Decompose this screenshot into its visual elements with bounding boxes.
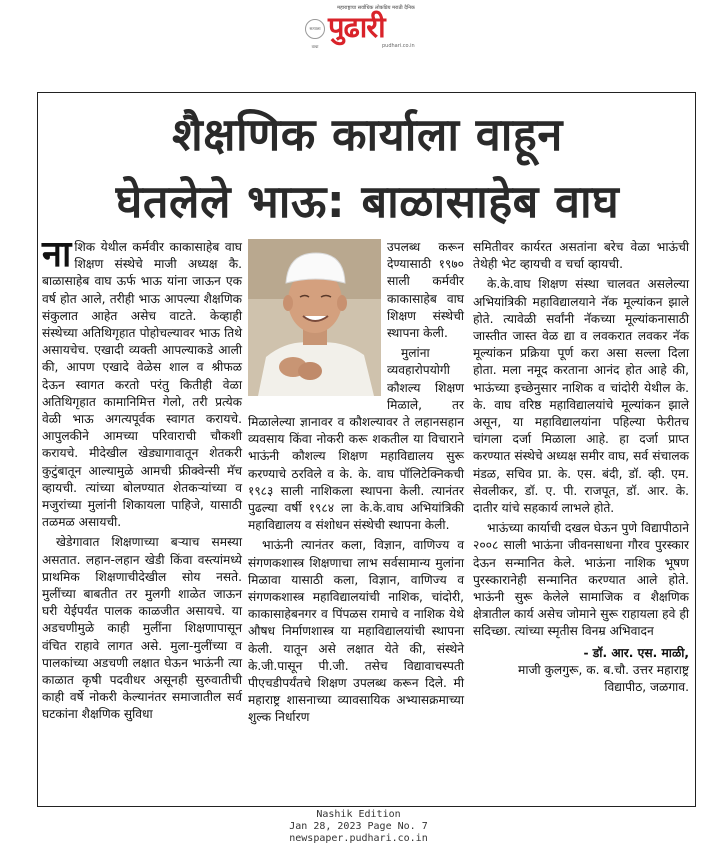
column-2-text-beside-photo: उपलब्ध करून देण्यासाठी १९७० साली कर्मवीर काकासाहेब वाघ शिक्षण संस्थेची स्थापना केली. xyxy=(387,240,464,341)
column-2-paragraph-2: भाऊंनी त्यानंतर कला, विज्ञान, वाणिज्य व संगणकशास्त्र शिक्षणाचा लाभ सर्वसामान्य मुलांना मिळावा यासाठी कला, विज्ञान, वाणिज्य व संगणकशास्त्र महाविद्यालयांची नाशिक, चांदोरी, काकासाहेबनगर व पिंपळस रामाचे व नाशिक येथे औषध निर्माणशास्त्र या महाविद्यालयांची स्थापना केली. यातून असे लक्षात येते की, संस्थेने के.जी.पासून पी.जी. तसेच विद्यावाचस्पती पीएचडीपर्यंतचे शिक्षण उपलब्ध करून दिले. मी महाराष्ट्र शासनाच्या व्यावसायिक अभ्यासक्रमाच्या शुल्क निर्धारण xyxy=(248,538,464,725)
author-designation: माजी कुलगुरू, क. ब.चौ. उत्तर महाराष्ट्र xyxy=(518,662,689,677)
masthead-tagline: महाराष्ट्राचा सर्वाधिक लोकप्रिय मराठी दैनिक xyxy=(337,5,415,11)
edition-site-link[interactable]: newspaper.pudhari.co.in xyxy=(289,833,428,844)
article-column-2 xyxy=(248,239,464,805)
author-signature: - डॉ. आर. एस. माळी, xyxy=(583,645,689,660)
masthead xyxy=(0,0,717,62)
column-1-paragraph-2: खेडेगावात शिक्षणाच्या बऱ्याच समस्या असतात. लहान-लहान खेडी किंवा वस्त्यांमध्ये प्राथमिक शिक्षणाचीदेखील सोय नसते. मुलींच्या बाबतीत तर मुलगी शाळेत जाऊन घरी येईपर्यंत पालक काळजीत असायचे. या अडचणीमुळे काही मुलींना शिक्षणापासून वंचित राहावे लागत असे. मुला-मुलींच्या व पालकांच्या अडचणी लक्षात घेऊन भाऊंनी त्या काळात कृषी पदवीधर असूनही सुरुवातीची काही वर्षे नोकरी केल्यानंतर समाजातील सर्व घटकांना शैक्षणिक सुविधा xyxy=(42,535,242,722)
headline-line-2: घेतलेले भाऊ: बाळासाहेब वाघ xyxy=(115,175,620,228)
pudhari-logo: पुढारी xyxy=(328,10,385,44)
headline-line-1: शैक्षणिक कार्याला वाहून xyxy=(172,108,563,161)
author-institution: विद्यापीठ, जळगाव. xyxy=(604,680,689,695)
article-column-3 xyxy=(473,239,689,805)
column-1-paragraph-1 xyxy=(42,234,242,531)
column-3-paragraph-1: के.के.वाघ शिक्षण संस्था चालवत असलेल्या अभियांत्रिकी महाविद्यालयाने नॅक मूल्यांकन झाले होते. त्यावेळी सर्वांनी नॅकच्या मूल्यांकनासाठी जास्तीत जास्त वेळ द्या व लवकरात लवकर नॅक मूल्यांकन प्रक्रिया पूर्ण करा असा सल्ला दिला होता. मला नमूद करताना आनंद होत आहे की, भाऊंच्या इच्छेनुसार नाशिक व चांदोरी येथील के. के. वाघ वरिष्ठ महाविद्यालयांचे मूल्यांकन झाले असून, या महाविद्यालयांना पहिल्या फेरीतच चांगला दर्जा मिळाला आहे. हा दर्जा प्राप्त करण्यात संस्थेचे अध्यक्ष समीर वाघ, सर्व संचालक मंडळ, सचिव प्रा. के. एस. बंदी, डॉ. व्ही. एम. सेवलीकर, डॉ. ए. पी. राजपूत, डॉ. आर. के. दातीर यांचे सहकार्य लाभले होते. xyxy=(473,277,689,516)
article-column-1 xyxy=(42,234,242,805)
portrait-photo xyxy=(248,239,381,396)
edition-footer xyxy=(0,809,717,845)
article-clipping xyxy=(37,92,696,807)
column-1-paragraph-1-text: शिक येथील कर्मवीर काकासाहेब वाघ शिक्षण संस्थेचे माजी अध्यक्ष कै. बाळासाहेब वाघ ऊर्फ भाऊ यांना जाऊन एक वर्ष होत आले, तरीही भाऊ आपल्या शैक्षणिक संकुलात आहेत असेच वाटते. केव्हाही संस्थेच्या अतिथिगृहात पोहोचल्यावर भाऊ तिथे असायचेच. एखादी व्यक्ती आपल्याकडे आली की, आपण एखादे वेळेस शाल व श्रीफळ देऊन स्वागत करतो परंतु कितीही वेळा अतिथिगृहात कामानिमित्त गेलो, तरी प्रत्येक वेळी भाऊ अगत्यपूर्वक स्वागत करायचे. आपुलकीने आमच्या परिवाराची चौकशी करायचे. मीदेखील खेड्यागावातून शेतकरी कुटुंबातून आल्यामुळे आमची फ्रीक्वेन्सी मॅच व्हायची. त्यांच्या बोलण्यात शेतकऱ्यांच्या व मजुरांच्या मुलांनी शिकायला पाहिजे, यासाठी तळमळ असायची. xyxy=(42,240,242,530)
column-3-paragraph-0: समितीवर कार्यरत असतांना बरेच वेळा भाऊंची तेथेही भेट व्हायची व चर्चा व्हायची. xyxy=(473,240,689,272)
edition-name: Nashik Edition xyxy=(316,809,401,820)
column-3-paragraph-2: भाऊंच्या कार्याची दखल घेऊन पुणे विद्यापीठाने २००८ साली भाऊंना जीवनसाधना गौरव पुरस्कार देऊन सन्मानित केले. भाऊंना नाशिक भूषण पुरस्कारानेही सन्मानित करण्यात आले होते. भाऊंनी सुरू केलेले सामाजिक व शैक्षणिक क्षेत्रातील कार्य असेच जोमाने सुरू राहायला हवे ही सदिच्छा. त्यांच्या स्मृतीस विनम्र अभिवादन xyxy=(473,521,689,639)
portrait-image xyxy=(248,239,381,396)
column-2-paragraph-1: मुलांना व्यवहारोपयोगी कौशल्य शिक्षण मिळाले, तर मिळालेल्या ज्ञानावर व कौशल्यावर ते लहानसहान व्यवसाय किंवा नोकरी करू शकतील या विचाराने भाऊंनी कौशल्य शिक्षण महाविद्यालय सुरू करण्याचे ठरविले व के. के. वाघ पॉलिटेक्निकची १९८३ साली नाशिकला स्थापना केली. त्यानंतर पुढल्या वर्षी १९८४ ला के.के.वाघ अभियांत्रिकी महाविद्यालय व संशोधन संस्थेची स्थापना केली. xyxy=(248,346,464,533)
drop-cap: ना xyxy=(42,234,72,275)
masthead-url: pudhari.co.in xyxy=(382,43,415,49)
edition-date-page: Jan 28, 2023 Page No. 7 xyxy=(289,821,428,832)
masthead-emblem: सत्याला वाचा xyxy=(305,19,325,39)
